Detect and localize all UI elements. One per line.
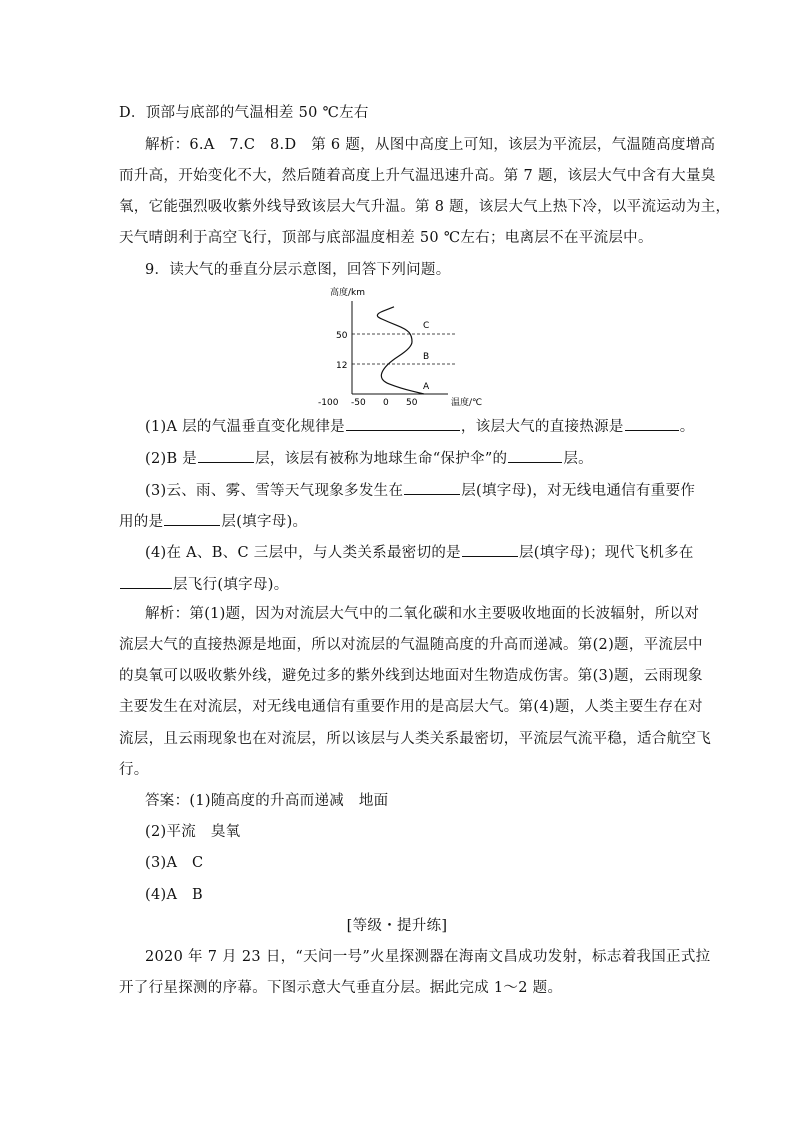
answer-line: (2)平流 臭氧 [145, 824, 241, 840]
x-tick-50: 50 [406, 398, 418, 408]
x-tick-neg100: -100 [318, 398, 339, 408]
analysis-line: 解析：6.A 7.C 8.D 第 6 题，从图中高度上可知，该层为平流层，气温随高度增高 [145, 137, 716, 153]
answer-blank[interactable] [625, 415, 679, 431]
answer-blank[interactable] [346, 415, 460, 431]
analysis-line: 氧，它能强烈吸收紫外线导致该层大气升温。第 8 题，该层大气上热下冷，以平流运动为主， [119, 199, 731, 215]
question-9-3: (3)云、雨、雾、雪等天气现象多发生在 层(填字母)，对无线电通信有重要作 [145, 479, 695, 501]
question-9-title: 9．读大气的垂直分层示意图，回答下列问题。 [145, 262, 451, 278]
analysis-line: 天气晴朗利于高空飞行，顶部与底部温度相差 50 ℃左右；电离层不在平流层中。 [119, 230, 653, 246]
question-9-4: (4)在 A、B、C 三层中，与人类关系最密切的是 层(填字母)；现代飞机多在 [145, 541, 694, 563]
question-9-2: (2)B 是 层，该层有被称为地球生命“保护伞”的 层。 [145, 447, 593, 469]
section-title: [等级・提升练] [346, 918, 448, 934]
answer-line: (4)A B [145, 887, 203, 903]
layer-label-c: C [423, 321, 430, 331]
question-9-1: (1)A 层的气温垂直变化规律是 ，该层大气的直接热源是 。 [145, 415, 695, 437]
answer-blank[interactable] [120, 573, 172, 589]
answer-blank[interactable] [508, 447, 562, 463]
x-axis-label: 温度/℃ [451, 398, 483, 408]
analysis-line: 行。 [119, 762, 149, 778]
x-tick-neg50: -50 [351, 398, 366, 408]
intro-line: 2020 年 7 月 23 日，“天问一号”火星探测器在海南文昌成功发射，标志着我国正式拉 [145, 949, 711, 965]
analysis-line: 流层大气的直接热源是地面，所以对流层的气温随高度的升高而递减。第(2)题，平流层中 [119, 637, 703, 653]
analysis-line: 流层，且云雨现象也在对流层，所以该层与人类关系最密切，平流层气流平稳，适合航空飞 [119, 731, 711, 747]
atmosphere-chart [318, 283, 492, 411]
answer-blank[interactable] [198, 447, 254, 463]
option-d: D．顶部与底部的气温相差 50 ℃左右 [119, 105, 369, 121]
question-9-4-cont: 层飞行(填字母)。 [119, 573, 289, 595]
temperature-curve [377, 307, 424, 394]
intro-line: 开了行星探测的序幕。下图示意大气垂直分层。据此完成 1～2 题。 [119, 980, 563, 996]
answer-blank[interactable] [164, 510, 220, 526]
layer-label-b: B [423, 352, 430, 362]
answer-blank[interactable] [404, 479, 460, 495]
analysis-line: 的臭氧可以吸收紫外线，避免过多的紫外线到达地面对生物造成伤害。第(3)题，云雨现象 [119, 668, 703, 684]
y-axis-label: 高度/km [330, 288, 366, 298]
analysis-line: 而升高，开始变化不大，然后随着高度上升气温迅速升高。第 7 题，该层大气中含有大量臭 [119, 168, 716, 184]
answer-blank[interactable] [462, 541, 518, 557]
answer-line: 答案：(1)随高度的升高而递减 地面 [145, 793, 389, 809]
y-tick-50: 50 [336, 331, 348, 341]
y-tick-12: 12 [336, 361, 348, 371]
answer-line: (3)A C [145, 855, 204, 871]
question-9-3-cont: 用的是 层(填字母)。 [119, 510, 307, 532]
analysis-line: 主要发生在对流层，对无线电通信有重要作用的是高层大气。第(4)题，人类主要生存在对 [119, 699, 703, 715]
layer-label-a: A [423, 382, 430, 392]
x-tick-0: 0 [383, 398, 389, 408]
analysis-line: 解析：第(1)题，因为对流层大气中的二氧化碳和水主要吸收地面的长波辐射，所以对 [145, 606, 700, 622]
